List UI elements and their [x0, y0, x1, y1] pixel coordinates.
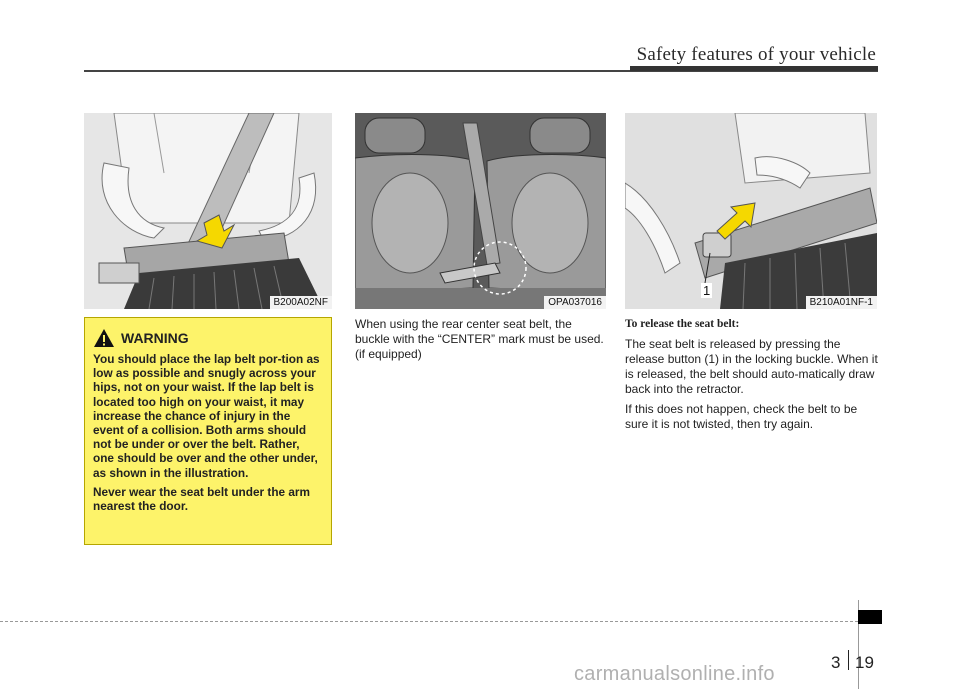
page-header-title: Safety features of your vehicle [636, 44, 876, 65]
warning-header [93, 328, 322, 348]
figure-buckle-release [625, 113, 877, 309]
release-paragraph: The seat belt is released by pressing the release button (1) in the locking buckle. When it is released, the belt should auto-matically draw back into the retractor. [625, 337, 878, 396]
lap-belt-illustration-icon [84, 113, 332, 309]
watermark-text: carmanualsonline.info [574, 663, 775, 685]
header-rule-accent [630, 66, 878, 71]
warning-paragraph: Never wear the seat belt under the arm nearest the door. [93, 484, 311, 514]
figure-rear-seat [355, 113, 606, 309]
rear-seat-illustration-icon [355, 113, 606, 309]
footer-dashed-rule [0, 621, 858, 622]
release-heading: To release the seat belt: [625, 318, 740, 330]
warning-title: WARNING [121, 330, 189, 346]
release-paragraph: If this does not happen, check the belt to be sure it is not twisted, then try again. [625, 402, 858, 431]
page-number-separator [848, 650, 849, 670]
figure-label: OPA037016 [544, 296, 606, 309]
release-instructions [625, 317, 878, 437]
callout-number: 1 [703, 283, 711, 298]
warning-triangle-icon [93, 328, 115, 348]
footer-tab-marker [858, 610, 882, 624]
center-belt-paragraph: When using the rear center seat belt, the buckle with the “CENTER” mark must be used. (if equipped) [355, 317, 604, 361]
warning-paragraph: You should place the lap belt por-tion as low as possible and snugly across your hips, not on your waist. If the lap belt is located too high on your waist, it may increase the chance of injury in the event of a collision. Both arms should not be under or over the belt. Rather, one should be over and the other under, as shown in the illustration. [93, 352, 320, 480]
center-belt-note [355, 317, 606, 367]
figure-lap-belt [84, 113, 332, 309]
warning-box [84, 317, 332, 545]
chapter-number: 3 [831, 653, 841, 672]
page-number: 19 [855, 653, 874, 672]
figure-label: B200A02NF [270, 296, 332, 309]
buckle-release-illustration-icon [625, 113, 877, 309]
figure-label: B210A01NF-1 [806, 296, 877, 309]
